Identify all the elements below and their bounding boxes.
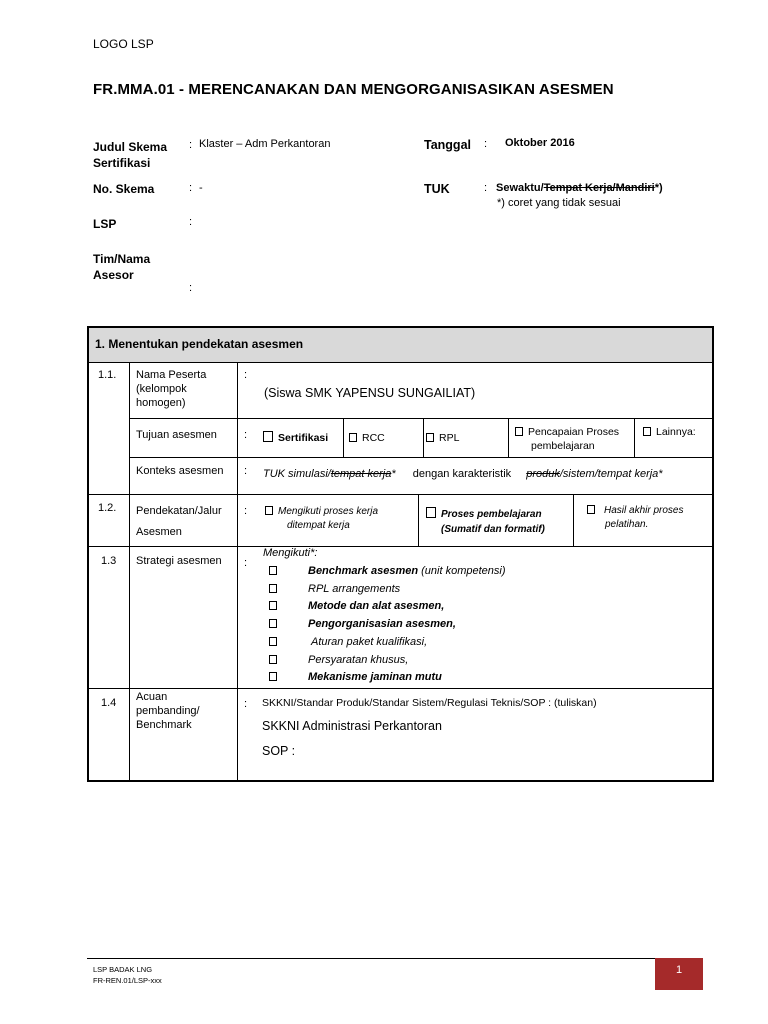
- konteks-produk: produk: [526, 468, 560, 480]
- tuk-value-end: *): [654, 182, 663, 194]
- lsp-colon: :: [189, 216, 193, 228]
- strategi-item[interactable]: [269, 634, 506, 652]
- judul-skema-label-line2: Sertifikasi: [93, 156, 151, 170]
- acuan-sop: SOP :: [262, 744, 296, 758]
- strategi-item-2: RPL arrangements: [308, 582, 401, 595]
- row-divider: [129, 457, 712, 458]
- footer-code: FR-REN.01/LSP-xxx: [93, 976, 162, 985]
- option-pencapaian[interactable]: [515, 425, 619, 453]
- option-rpl-label: RPL: [439, 432, 460, 444]
- tuk-colon: :: [484, 182, 488, 194]
- row-number: 1.1.: [98, 369, 117, 381]
- logo-placeholder: LOGO LSP: [93, 37, 154, 51]
- checkbox-icon[interactable]: [269, 637, 277, 646]
- section-heading: 1. Menentukan pendekatan asesmen: [95, 337, 304, 351]
- asesor-label: [93, 251, 150, 283]
- strategi-item[interactable]: [269, 563, 506, 581]
- checkbox-icon[interactable]: [263, 431, 273, 442]
- nama-peserta-label-line2: (kelompok: [136, 383, 187, 395]
- checkbox-icon[interactable]: [515, 427, 523, 436]
- tanggal-label: Tanggal: [424, 138, 471, 152]
- strategi-item-7: Mekanisme jaminan mutu: [308, 671, 442, 684]
- strategi-item-1-bold: Benchmark asesmen: [308, 565, 419, 577]
- konteks-asesmen-colon: :: [244, 465, 248, 477]
- col-divider: [634, 418, 635, 457]
- row-number: 1.2.: [98, 502, 117, 514]
- col-divider: [573, 494, 574, 546]
- asesor-label-line2: Asesor: [93, 268, 134, 282]
- strategi-item[interactable]: [269, 652, 506, 670]
- checkbox-icon[interactable]: [587, 505, 595, 514]
- strategi-item-6: Persyaratan khusus,: [308, 653, 409, 666]
- option-proses-kerja-line2: ditempat kerja: [287, 520, 350, 531]
- acuan-label-line1: Acuan: [136, 691, 168, 703]
- checkbox-icon[interactable]: [426, 507, 436, 518]
- option-hasil-akhir[interactable]: [587, 504, 683, 532]
- tuk-value: [496, 182, 663, 194]
- option-rcc-label: RCC: [362, 432, 385, 444]
- acuan-label-line2: pembanding/: [136, 705, 200, 717]
- acuan-label: [136, 690, 200, 732]
- nama-peserta-colon: :: [244, 369, 248, 381]
- assessment-table: [87, 326, 714, 782]
- nama-peserta-label: [136, 368, 206, 410]
- asesor-label-line1: Tim/Nama: [93, 252, 151, 266]
- nama-peserta-value: (Siswa SMK YAPENSU SUNGAILIAT): [264, 386, 476, 400]
- judul-skema-label-line1: Judul Skema: [93, 140, 168, 154]
- no-skema-colon: :: [189, 182, 193, 194]
- option-proses-pembelajaran-line1: Proses pembelajaran: [441, 509, 542, 520]
- page-title: FR.MMA.01 - MERENCANAKAN DAN MENGORGANISASIKAN ASESMEN: [93, 81, 614, 98]
- option-lainnya-label: Lainnya:: [656, 426, 696, 438]
- tuk-label: TUK: [424, 182, 450, 196]
- option-proses-pembelajaran[interactable]: [426, 507, 545, 537]
- col-divider: [418, 494, 419, 546]
- pendekatan-colon: :: [244, 505, 248, 517]
- row-divider: [89, 494, 712, 495]
- strategi-item[interactable]: [269, 598, 506, 616]
- row-divider: [129, 418, 712, 419]
- pendekatan-label: [136, 501, 222, 543]
- strategi-colon: :: [244, 557, 248, 569]
- checkbox-icon[interactable]: [265, 506, 273, 515]
- option-lainnya[interactable]: [643, 425, 696, 440]
- option-proses-kerja[interactable]: [265, 505, 378, 533]
- row-number: 1.4: [101, 697, 117, 709]
- footer-org: LSP BADAK LNG: [93, 965, 153, 974]
- row-divider: [89, 688, 712, 689]
- tuk-note: *) coret yang tidak sesuai: [497, 197, 621, 209]
- strategi-item-5: Aturan paket kualifikasi,: [311, 635, 428, 648]
- col-divider: [423, 418, 424, 457]
- strategi-item[interactable]: [269, 616, 506, 634]
- konteks-asesmen-value: [263, 467, 663, 482]
- lsp-label: LSP: [93, 217, 117, 231]
- acuan-label-line3: Benchmark: [136, 719, 192, 731]
- col-divider: [237, 362, 238, 780]
- option-proses-pembelajaran-line2: (Sumatif dan formatif): [441, 524, 545, 535]
- col-divider: [343, 418, 344, 457]
- checkbox-icon[interactable]: [426, 433, 434, 442]
- strategi-item[interactable]: [269, 669, 506, 687]
- option-sertifikasi-label: Sertifikasi: [278, 432, 329, 444]
- option-rcc[interactable]: [349, 431, 385, 446]
- judul-skema-colon: :: [189, 139, 193, 151]
- checkbox-icon[interactable]: [269, 566, 277, 575]
- strategi-intro: Mengikuti*:: [263, 547, 318, 559]
- option-pencapaian-label-line2: pembelajaran: [531, 440, 595, 452]
- checkbox-icon[interactable]: [269, 672, 277, 681]
- tujuan-asesmen-colon: :: [244, 429, 248, 441]
- option-pencapaian-label-line1: Pencapaian Proses: [528, 426, 620, 438]
- pendekatan-label-line1: Pendekatan/Jalur: [136, 505, 222, 517]
- asesor-colon: :: [189, 282, 193, 294]
- col-divider: [508, 418, 509, 457]
- tanggal-value: Oktober 2016: [505, 137, 575, 149]
- strategi-label: Strategi asesmen: [136, 555, 222, 567]
- tuk-value-plain: Sewaktu/: [496, 182, 544, 194]
- acuan-colon: :: [244, 698, 248, 710]
- strategi-item-1-rest: (unit kompetensi): [418, 565, 506, 577]
- option-sertifikasi[interactable]: [263, 431, 328, 446]
- col-divider: [129, 362, 130, 780]
- tanggal-colon: :: [484, 138, 488, 150]
- checkbox-icon[interactable]: [269, 584, 277, 593]
- konteks-asterisk: *: [391, 468, 396, 480]
- checkbox-icon[interactable]: [269, 655, 277, 664]
- strategi-list: [269, 563, 506, 687]
- strategi-item-4: Pengorganisasian asesmen,: [308, 618, 456, 631]
- konteks-tuk: TUK simulasi/: [263, 468, 331, 480]
- page-number: 1: [675, 964, 683, 976]
- option-proses-kerja-line1: Mengikuti proses kerja: [278, 506, 379, 517]
- judul-skema-value: Klaster – Adm Perkantoran: [199, 138, 331, 150]
- judul-skema-label: [93, 139, 167, 171]
- checkbox-icon[interactable]: [349, 433, 357, 442]
- nama-peserta-label-line3: homogen): [136, 397, 186, 409]
- konteks-karakteristik: dengan karakteristik: [412, 468, 512, 480]
- checkbox-icon[interactable]: [643, 427, 651, 436]
- row-divider: [89, 546, 712, 547]
- acuan-skkni: SKKNI Administrasi Perkantoran: [262, 719, 442, 733]
- tujuan-asesmen-label: Tujuan asesmen: [136, 429, 217, 441]
- strategi-item[interactable]: [269, 581, 506, 599]
- konteks-tempat-kerja: tempat kerja: [330, 468, 392, 480]
- row-divider: [89, 362, 712, 363]
- no-skema-label: No. Skema: [93, 182, 155, 196]
- konteks-sistem: /sistem/tempat kerja*: [559, 468, 663, 480]
- option-rpl[interactable]: [426, 431, 459, 446]
- pendekatan-label-line2: Asesmen: [136, 526, 182, 538]
- konteks-asesmen-label: Konteks asesmen: [136, 465, 224, 477]
- option-hasil-akhir-line2: pelatihan.: [605, 519, 649, 530]
- nama-peserta-label-line1: Nama Peserta: [136, 369, 207, 381]
- footer-rule: [87, 958, 701, 959]
- checkbox-icon[interactable]: [269, 619, 277, 628]
- tuk-value-struck: Tempat Kerja/Mandiri: [543, 182, 655, 194]
- strategi-item-3: Metode dan alat asesmen,: [308, 600, 445, 613]
- no-skema-value: -: [199, 182, 203, 194]
- checkbox-icon[interactable]: [269, 601, 277, 610]
- acuan-instruction: SKKNI/Standar Produk/Standar Sistem/Regulasi Teknis/SOP : (tuliskan): [262, 697, 597, 709]
- row-number: 1.3: [101, 555, 117, 567]
- option-hasil-akhir-line1: Hasil akhir proses: [604, 505, 684, 516]
